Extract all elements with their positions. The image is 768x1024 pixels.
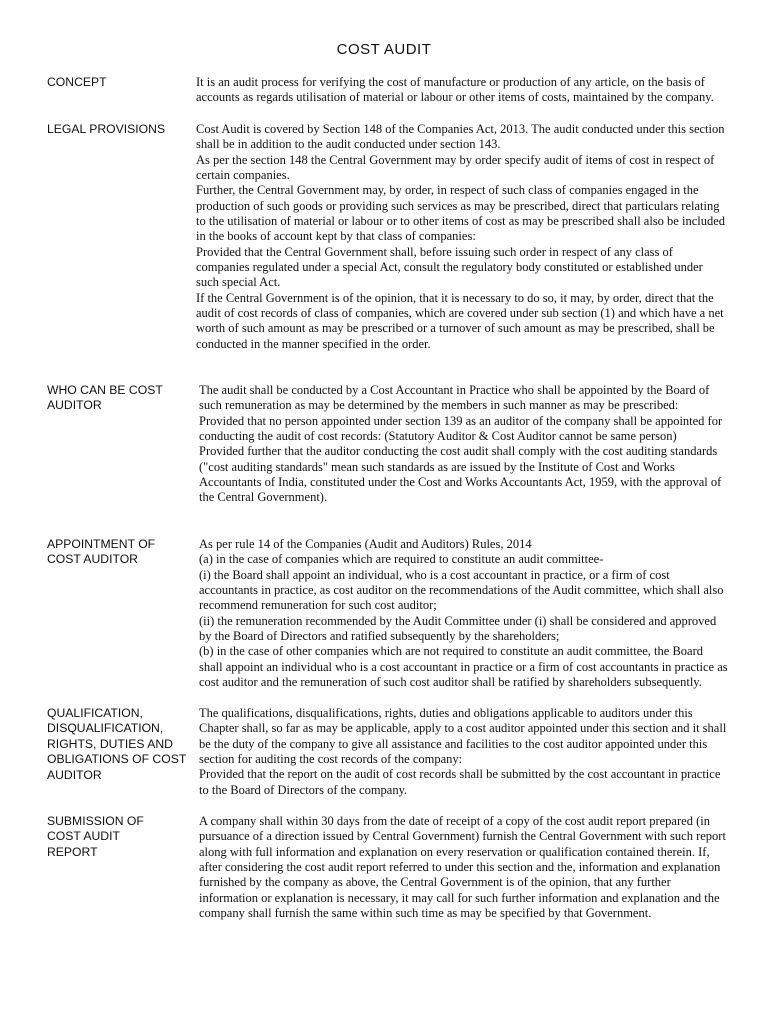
paragraph: Cost Audit is covered by Section 148 of the Companies Act, 2013. The audit conducted under this section shall be in addition to the audit conducted under section 143. xyxy=(196,122,725,152)
paragraph: (b) in the case of other companies which are not required to constitute an audit committee, the Board shall appoint an individual who is a cost accountant in practice or a firm of cost accountants in practice as cost auditor and the remuneration of such cost auditor shall be ratified by shareholders subsequently. xyxy=(199,644,728,690)
section-label: CONCEPT xyxy=(47,75,107,89)
document-title: COST AUDIT xyxy=(336,41,432,58)
section-content xyxy=(199,814,729,921)
section-content xyxy=(196,122,726,352)
paragraph: (i) the Board shall appoint an individual, who is a cost accountant in practice, or a firm of cost accountants in practice, as cost auditor on the recommendations of the Audit committee, which shall also recommend remuneration for such cost auditor; xyxy=(199,567,724,613)
paragraph: Provided further that the auditor conducting the cost audit shall comply with the cost auditing standards ("cost auditing standards" mean such standards as are issued by the Institute of Cost and Works Accountants of India, constituted under the Cost and Works Accountants Act, 1959, with the approval of the Central Government). xyxy=(199,444,722,505)
paragraph: As per the section 148 the Central Government may by order specify audit of items of cost in respect of certain companies. xyxy=(196,152,715,183)
paragraph: The audit shall be conducted by a Cost Accountant in Practice who shall be appointed by the Board of such remuneration as may be determined by the members in such manner as may be prescribed: xyxy=(199,383,710,413)
section-content xyxy=(199,383,729,506)
section-label: WHO CAN BE COST AUDITOR xyxy=(47,383,163,413)
paragraph: As per rule 14 of the Companies (Audit and Auditors) Rules, 2014 xyxy=(199,537,532,551)
paragraph: A company shall within 30 days from the date of receipt of a copy of the cost audit report prepared (in pursuance of a direction issued by Central Government) furnish the Central Government with such report along with full information and explanation on every reservation or qualification contained therein. If, after considering the cost audit report referred to under this section and the, information and explanation furnished by the company as above, the Central Government is of the opinion, that any further information or explanation is necessary, it may call for such further information and explanation and the company shall furnish the same within such time as may be specified by that Government. xyxy=(199,814,726,921)
section-content xyxy=(199,706,729,798)
paragraph: Provided that the Central Government shall, before issuing such order in respect of any class of companies regulated under a special Act, consult the regulatory body constituted or established under such special Act. xyxy=(196,244,703,290)
paragraph: (ii) the remuneration recommended by the Audit Committee under (i) shall be considered and approved by the Board of Directors and ratified subsequently by the shareholders; xyxy=(199,613,717,644)
paragraph: (a) in the case of companies which are required to constitute an audit committee- xyxy=(199,552,604,567)
paragraph: Provided that the report on the audit of cost records shall be submitted by the cost accountant in practice to the Board of Directors of the company. xyxy=(199,767,721,797)
section-content xyxy=(196,75,726,106)
section-label: LEGAL PROVISIONS xyxy=(47,122,166,136)
section-content xyxy=(199,537,729,690)
section-label: APPOINTMENT OF COST AUDITOR xyxy=(47,537,156,567)
paragraph: Provided that no person appointed under section 139 as an auditor of the company shall be appointed for conducting the audit of cost records: (Statutory Auditor & Cost Auditor cannot be same person) xyxy=(199,413,723,444)
section-label: QUALIFICATION, DISQUALIFICATION, RIGHTS, DUTIES AND OBLIGATIONS OF COST AUDITOR xyxy=(47,706,187,782)
paragraph: If the Central Government is of the opinion, that it is necessary to do so, it may, by order, direct that the audit of cost records of class of companies, which are covered under sub section (1) and which have a net worth of such amount as may be prescribed or a turnover of such amount as may be prescribed, shall be conducted in the manner specified in the order. xyxy=(196,290,724,351)
paragraph: The qualifications, disqualifications, rights, duties and obligations applicable to auditors under this Chapter shall, so far as may be applicable, apply to a cost auditor appointed under this section and it shall be the duty of the company to give all assistance and facilities to the cost auditor appointed under this section for auditing the cost records of the company: xyxy=(199,706,727,767)
paragraph: Further, the Central Government may, by order, in respect of such class of companies engaged in the production of such goods or providing such services as may be prescribed, direct that particulars relating to the utilisation of material or labour or to other items of cost as may be prescribed shall also be included in the books of account kept by that class of companies: xyxy=(196,183,726,244)
section-label: SUBMISSION OF COST AUDIT REPORT xyxy=(47,814,144,859)
paragraph: It is an audit process for verifying the cost of manufacture or production of any article, on the basis of accounts as regards utilisation of material or labour or other items of costs, maintained by the company. xyxy=(196,75,714,105)
